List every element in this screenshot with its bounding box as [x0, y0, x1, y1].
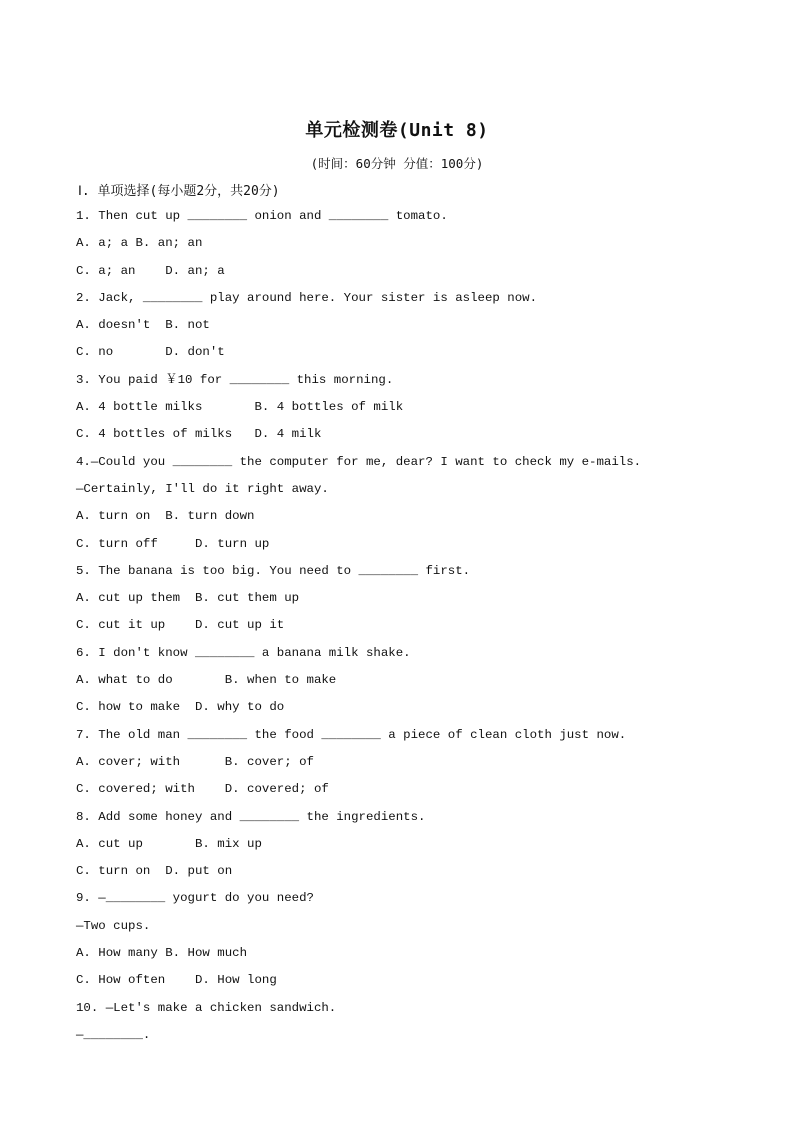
- question-line: C. turn off D. turn up: [76, 536, 270, 551]
- question-line: C. a; an D. an; a: [76, 263, 225, 278]
- question-line: A. cover; with B. cover; of: [76, 754, 314, 769]
- section-heading: Ⅰ. 单项选择(每小题2分，共20分): [78, 184, 280, 199]
- question-line: 1. Then cut up ________ onion and ________ tomato.: [76, 209, 448, 223]
- question-line: 7. The old man ________ the food ________ a piece of clean cloth just now.: [76, 727, 627, 742]
- question-line: 9. —________ yogurt do you need?: [76, 891, 314, 906]
- question-line: —Certainly, I'll do it right away.: [76, 481, 329, 496]
- question-line: C. how to make D. why to do: [76, 700, 285, 715]
- question-line: 5. The banana is too big. You need to ________ first.: [76, 563, 471, 578]
- question-list: [76, 208, 776, 1054]
- question-line: A. turn on B. turn down: [76, 509, 255, 524]
- question-line: A. doesn't B. not: [76, 318, 210, 333]
- question-line: —Two cups.: [76, 918, 151, 933]
- question-line: 2. Jack, ________ play around here. Your sister is asleep now.: [76, 290, 538, 305]
- question-line: 4.—Could you ________ the computer for me, dear? I want to check my e-mails.: [76, 454, 642, 469]
- question-line: 3. You paid ￥10 for ________ this morning.: [76, 372, 394, 387]
- question-line: 8. Add some honey and ________ the ingredients.: [76, 809, 426, 824]
- question-line: A. what to do B. when to make: [76, 673, 337, 688]
- question-line: C. covered; with D. covered; of: [76, 782, 329, 797]
- question-line: C. no D. don't: [76, 345, 225, 360]
- question-line: 6. I don't know ________ a banana milk shake.: [76, 645, 411, 660]
- question-line: C. 4 bottles of milks D. 4 milk: [76, 427, 322, 442]
- question-line: C. How often D. How long: [76, 973, 277, 988]
- question-line: 10. —Let's make a chicken sandwich.: [76, 1000, 337, 1015]
- question-line: A. cut up them B. cut them up: [76, 591, 300, 606]
- question-line: C. cut it up D. cut up it: [76, 618, 285, 633]
- question-line: —________.: [76, 1027, 151, 1042]
- question-line: A. How many B. How much: [76, 946, 248, 961]
- page-subtitle: (时间：60分钟 分值：100分): [310, 156, 484, 171]
- question-line: C. turn on D. put on: [76, 864, 233, 879]
- question-line: A. a; a B. an; an: [76, 236, 203, 251]
- question-line: A. cut up B. mix up: [76, 836, 262, 851]
- question-line: A. 4 bottle milks B. 4 bottles of milk: [76, 400, 404, 415]
- page-title: 单元检测卷(Unit 8): [305, 120, 489, 141]
